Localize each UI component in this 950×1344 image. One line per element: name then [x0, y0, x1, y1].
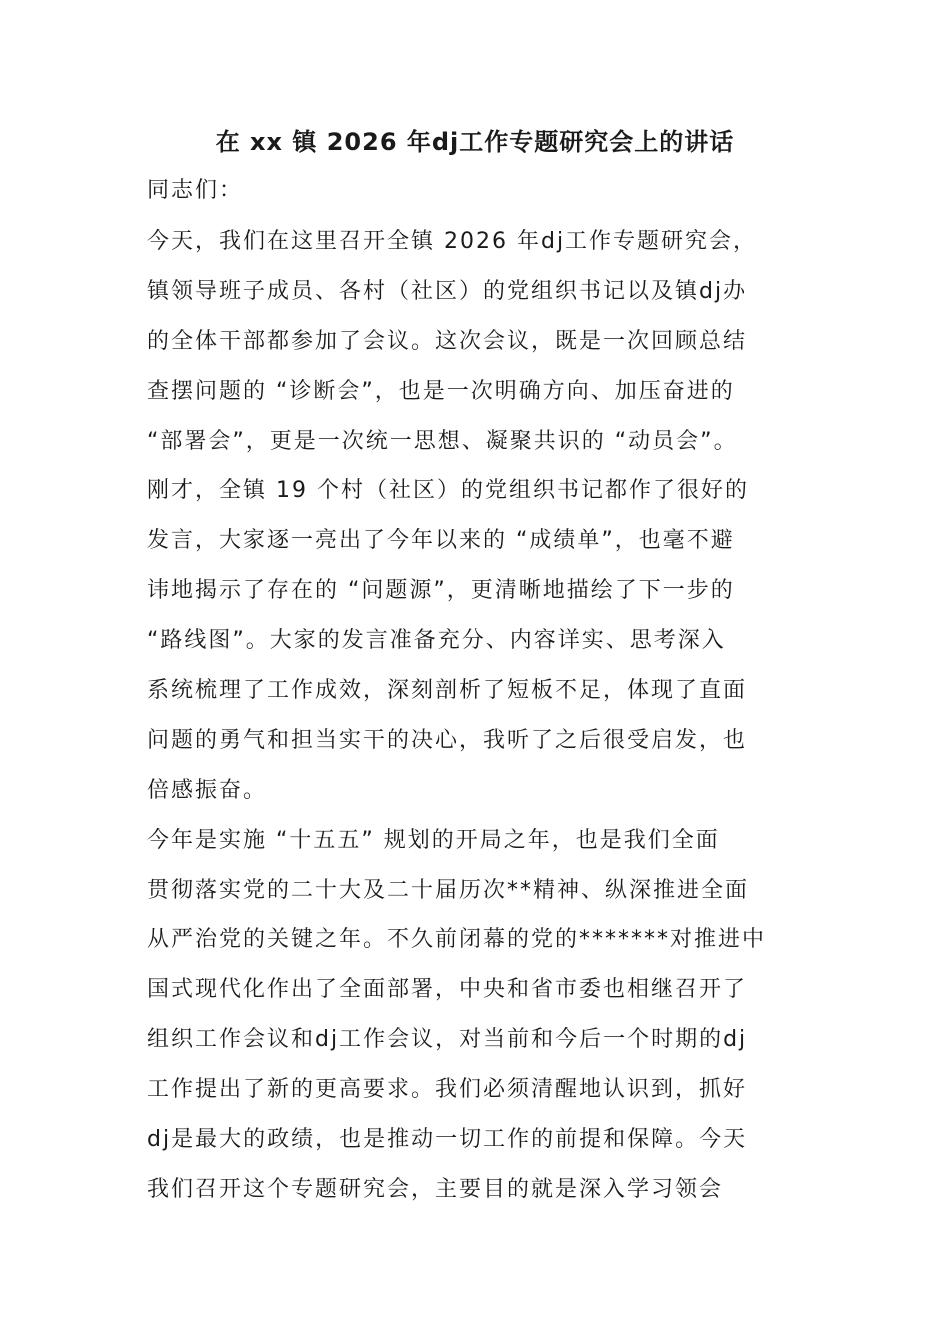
document-title: 在 xx 镇 2026 年dj工作专题研究会上的讲话 [215, 128, 735, 156]
text-line: 倍感振奋。 [147, 778, 268, 803]
text-line: 今天，我们在这里召开全镇 2026 年dj工作专题研究会， [147, 229, 758, 254]
text-line: 工作提出了新的更高要求。我们必须清醒地认识到，抓好 [147, 1077, 748, 1102]
text-line: 的全体干部都参加了会议。这次会议，既是一次回顾总结 [147, 329, 748, 354]
text-line: 问题的勇气和担当实干的决心，我听了之后很受启发，也 [147, 728, 748, 753]
text-line: dj是最大的政绩，也是推动一切工作的前提和保障。今天 [147, 1127, 748, 1152]
text-line: 国式现代化作出了全面部署，中央和省市委也相继召开了 [147, 977, 748, 1002]
text-line: “路线图”。大家的发言准备充分、内容详实、思考深入 [147, 628, 726, 653]
text-line: 镇领导班子成员、各村（社区）的党组织书记以及镇dj办 [147, 279, 748, 304]
text-line: 刚才，全镇 19 个村（社区）的党组织书记都作了很好的 [147, 478, 749, 503]
text-line: 系统梳理了工作成效，深刻剖析了短板不足，体现了直面 [147, 678, 748, 703]
text-line: 我们召开这个专题研究会，主要目的就是深入学习领会 [147, 1177, 724, 1202]
text-line: 讳地揭示了存在的 “问题源”，更清晰地描绘了下一步的 [147, 578, 735, 603]
text-line: 从严治党的关键之年。不久前闭幕的党的*******对推进中 [147, 927, 767, 952]
text-line: “部署会”，更是一次统一思想、凝聚共识的 “动员会”。 [147, 429, 738, 454]
text-line: 组织工作会议和dj工作会议，对当前和今后一个时期的dj [147, 1027, 748, 1052]
text-line: 发言，大家逐一亮出了今年以来的 “成绩单”，也毫不避 [147, 528, 735, 553]
text-line: 查摆问题的 “诊断会”，也是一次明确方向、加压奋进的 [147, 379, 735, 404]
text-line: 同志们： [147, 178, 244, 203]
text-line: 贯彻落实党的二十大及二十届历次**精神、纵深推进全面 [147, 878, 750, 903]
text-line: 今年是实施 “十五五” 规划的开局之年，也是我们全面 [147, 828, 720, 853]
